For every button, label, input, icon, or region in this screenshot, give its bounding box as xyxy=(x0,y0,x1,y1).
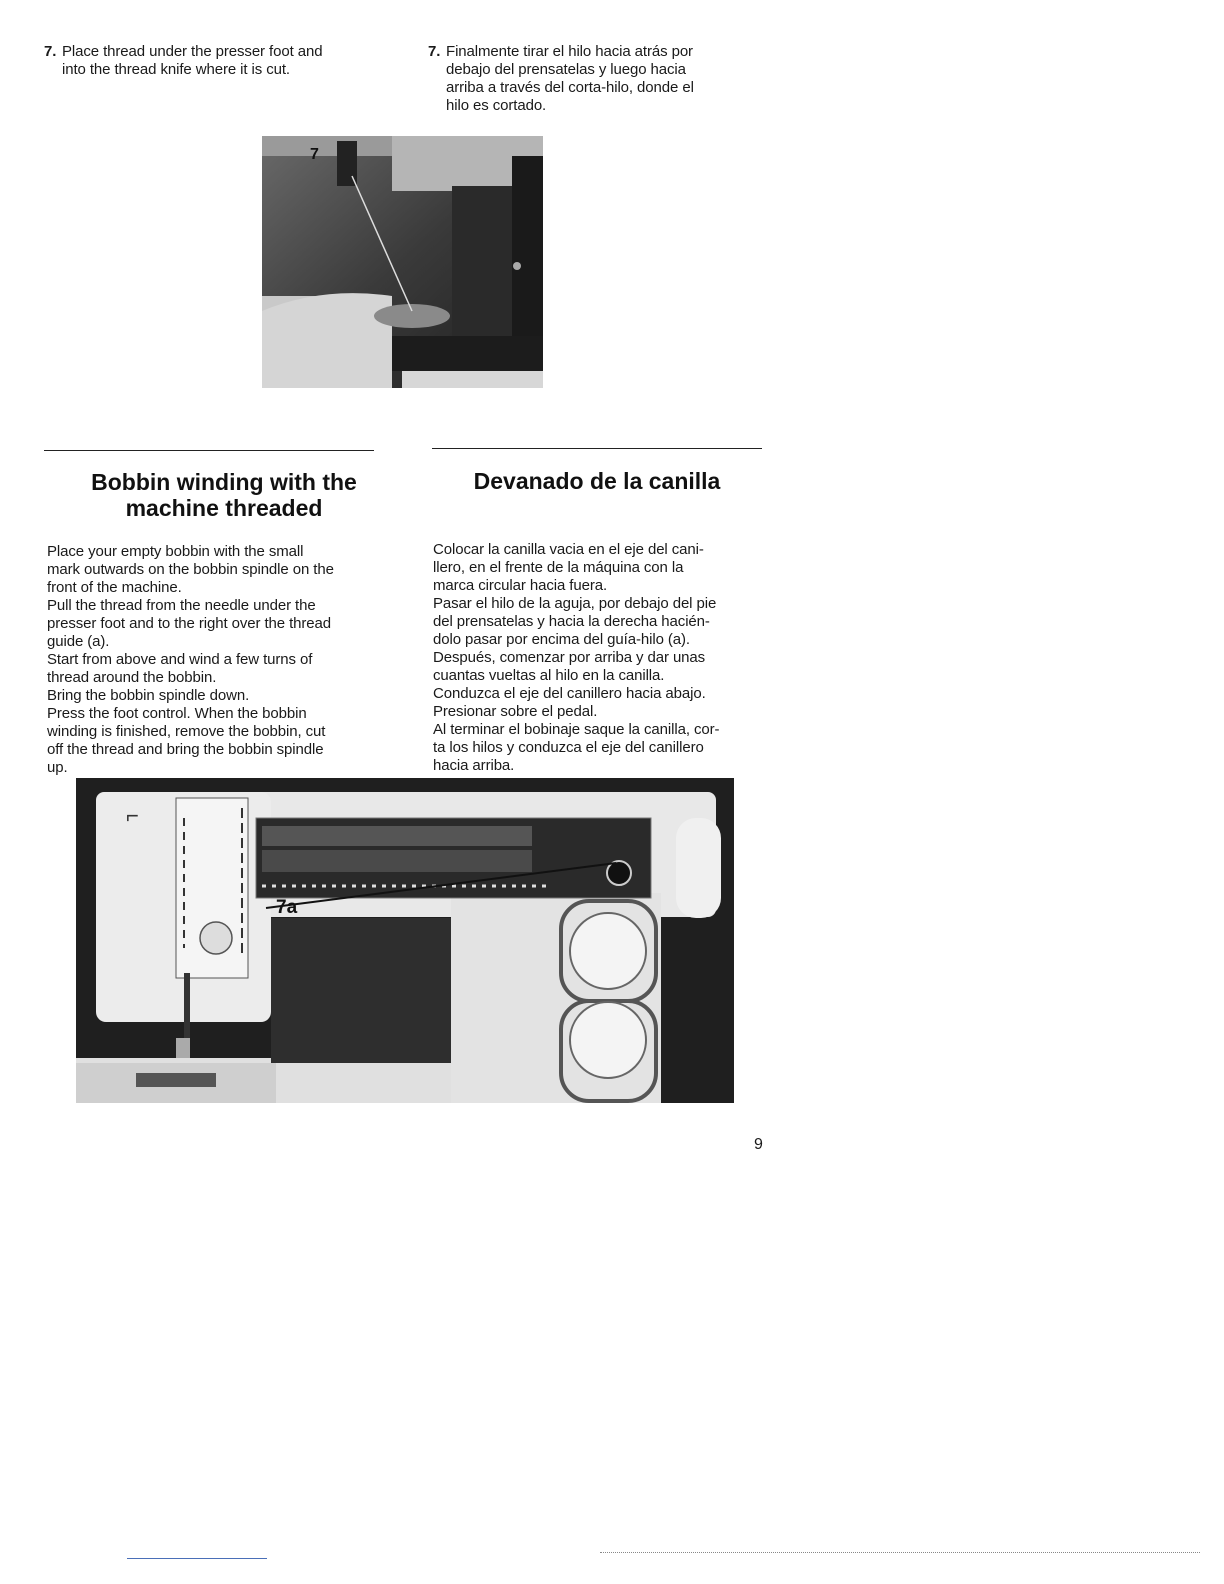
step-number: 7. xyxy=(44,43,57,60)
body-text-english: Place your empty bobbin with the small mark outwards on the bobbin spindle on the front of the machine. Pull the thread from the needle under the presser foot and to the right over the thread guide (a). Start from above and wind a few turns of thread around the bobbin. Bring the bobbin spindle down. Press the foot control. When the bobbin winding is finished, remove the bobbin, cut off the thread and bring the bobbin spindle up. xyxy=(47,543,334,776)
photo-illustration xyxy=(262,136,543,388)
section-heading-spanish: Devanado de la canilla xyxy=(473,468,721,494)
step-7-english xyxy=(44,43,374,79)
photo-sewing-machine-bobbin-winding xyxy=(76,778,734,1103)
divider-english xyxy=(44,450,374,451)
photo-illustration xyxy=(76,778,734,1103)
step-number: 7. xyxy=(428,43,441,60)
step-text: Place thread under the presser foot and into the thread knife where it is cut. xyxy=(62,43,323,78)
step-text: Finalmente tirar el hilo hacia atrás por debajo del prensatelas y luego hacia arriba a través del corta-hilo, donde el hilo es cortado. xyxy=(446,43,694,114)
section-heading-english: Bobbin winding with the machine threaded xyxy=(91,469,357,521)
divider-spanish xyxy=(432,448,762,449)
step-7-spanish xyxy=(428,43,760,115)
photo-presser-foot-thread-cutter xyxy=(262,136,543,388)
page-number: 9 xyxy=(754,1136,763,1153)
scan-edge-line xyxy=(600,1552,1200,1553)
svg-text:⌐: ⌐ xyxy=(126,803,139,828)
photo-label: 7a xyxy=(276,897,298,918)
body-text-spanish: Colocar la canilla vacia en el eje del cani- llero, en el frente de la máquina con la marca circular hacia fuera. Pasar el hilo de la aguja, por debajo del pie del prensatelas y hacia la derecha hacién- dolo pasar por encima del guía-hilo (a). Después, comenzar por arriba y dar unas cuantas vueltas al hilo en la canilla. Conduzca el eje del canillero hacia abajo. Presionar sobre el pedal. Al terminar el bobinaje saque la canilla, cor- ta los hilos y conduzca el eje del canillero hacia arriba. xyxy=(433,541,720,774)
bottom-rule xyxy=(127,1558,267,1559)
photo-label: 7 xyxy=(310,146,319,163)
